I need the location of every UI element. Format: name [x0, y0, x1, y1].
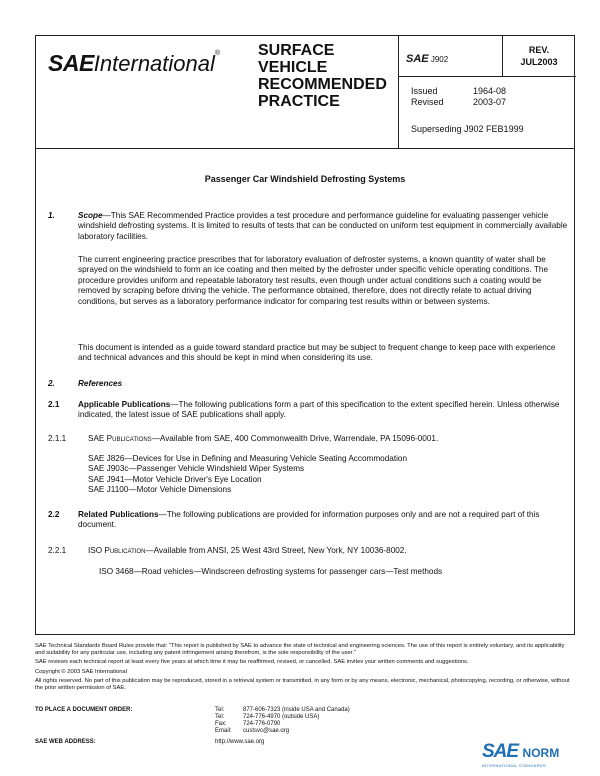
list-item: SAE J1100—Motor Vehicle Dimensions [88, 485, 232, 495]
document-header [36, 36, 574, 149]
section-number: 2.2.1 [48, 546, 67, 555]
iso-publication-paragraph: ISO Publication—Available from ANSI, 25 West 43rd Street, New York, NY 10036-8002. [88, 546, 407, 555]
iso-reference: ISO 3468—Road vehicles—Windscreen defrosting systems for passenger cars—Test methods [99, 567, 443, 576]
scope-paragraph: Scope—This SAE Recommended Practice provides a test procedure and performance guideline for evaluating passenger vehicle windshield defrosting systems. It is limited to results of tests that can be conducted on uniform test equipment in commercially available laboratory facilities. [78, 211, 568, 241]
header-divider [398, 36, 399, 148]
applicable-publications-paragraph: Applicable Publications—The following publications form a part of this specification to the extent specified herein. Unless otherwise indicated, the latest issue of SAE publications shall apply. [78, 400, 560, 420]
sae-norm-watermark: SAE NORM INTERNATIONAL STANDARDS [482, 741, 560, 768]
list-item: SAE J826—Devices for Use in Defining and Measuring Vehicle Seating Accommodation [88, 454, 408, 463]
section-number: 2.2 [48, 510, 60, 519]
phone-link[interactable]: 877-606-7323 (inside USA and Canada) [243, 707, 350, 713]
document-frame [35, 35, 575, 635]
section-number: 2. [48, 379, 55, 388]
sae-reference-list [88, 454, 568, 496]
list-item: SAE J941—Motor Vehicle Driver's Eye Location [88, 474, 262, 484]
scope-paragraph-2: The current engineering practice prescribes that for laboratory evaluation of defroster systems, a known quantity of water shall be sprayed on the windshield to form an ice coating and then melted by the defroster under specific vehicle operating conditions. The procedure provides uniform and repeatable laboratory test results, even though under actual conditions such a coating would be removed by scraping before driving the vehicle. The performance obtained, therefore, does not directly relate to actual driving conditions, but serves as a laboratory performance indicator for comparing test results within or between systems. [78, 255, 549, 306]
sae-publications-paragraph: SAE Publications—Available from SAE, 400 Commonwealth Drive, Warrendale, PA 15096-0001. [88, 434, 439, 443]
document-body [36, 211, 574, 636]
sae-international-logo: SAEInternational® [48, 50, 221, 76]
document-title: Passenger Car Windshield Defrosting Systems [204, 174, 406, 184]
header-hline [398, 76, 576, 77]
footer-notes: SAE Technical Standards Board Rules provide that: "This report is published by SAE to advance the state of technical and engineering sciences. The use of this report is entirely voluntary, and its applicability and suitability for any particular use, including any patent infringement arising therefrom, is the sole responsibility of the user." SAE reviews each technical report at least every five years at which time it may be reaffirmed, revised, or cancelled. SAE invites your written comments and suggestions. Copyright © 2003 SAE International All rights reserved. No part of this publication may be reproduced, stored in a retrieval system or transmitted, in any form or by any means, electronic, mechanical, photocopying, recording, or otherwise, without the prior written permission of SAE. [35, 643, 570, 692]
section-number: 2.1 [48, 400, 60, 409]
phone-link[interactable]: 724-776-4970 (outside USA) [243, 714, 320, 720]
scope-paragraph-3: This document is intended as a guide toward standard practice but may be subject to frequent change to keep pace with experience and technical advances and this should be kept in mind when considering its use. [78, 343, 556, 363]
issue-dates: Issued 1964-08 Revised 2003-07 [411, 86, 507, 107]
section-number: 2.1.1 [48, 434, 67, 443]
document-type: SURFACE VEHICLE RECOMMENDED PRACTICE [258, 42, 387, 110]
superseding-note: Superseding J902 FEB1999 [411, 124, 524, 134]
website-link[interactable]: http://www.sae.org [215, 739, 265, 745]
document-number: SAE J902 [406, 53, 449, 65]
section-number: 1. [48, 211, 55, 220]
email-link[interactable]: custsvc@sae.org [243, 728, 290, 734]
related-publications-paragraph: Related Publications—The following publications are provided for information purposes only and are not a required part of this document. [78, 510, 540, 530]
section-heading: References [78, 379, 123, 388]
revision-box: REV. JUL2003 [520, 45, 558, 67]
list-item: SAE J903c—Passenger Vehicle Windshield Wiper Systems [88, 464, 305, 474]
